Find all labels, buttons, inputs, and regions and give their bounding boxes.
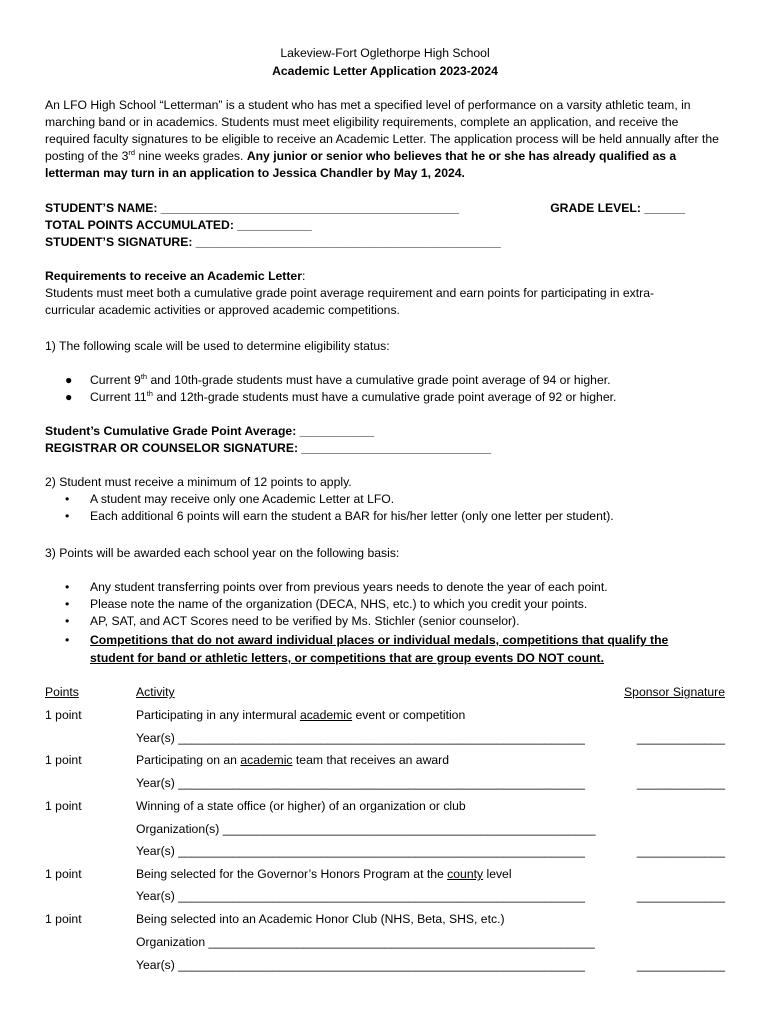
bullet-icon: ● — [65, 373, 73, 387]
row-2-sponsor-signature: _____________ — [636, 776, 725, 790]
column-header-activity: Activity — [136, 685, 175, 699]
row-5-activity: Being selected into an Academic Honor Club (NHS, Beta, SHS, etc.) — [136, 912, 505, 926]
row-3-years-field: Year(s) ____________________________________________________________ — [136, 844, 585, 858]
row-4-points: 1 point — [45, 867, 82, 881]
row-3-points: 1 point — [45, 799, 82, 813]
bullet-icon: • — [65, 509, 70, 523]
row-1-activity-underlined: academic — [299, 708, 353, 722]
section3-text: 3) Points will be awarded each school year on the following basis: — [45, 546, 400, 560]
requirements-text: Students must meet both a cumulative grade point average requirement and earn points for participating in extra-curricular academic activities or approved academic competitions. — [45, 286, 655, 317]
row-4-activity-post: level — [483, 867, 512, 881]
gpa-field: Student’s Cumulative Grade Point Average: ___________ — [45, 424, 375, 438]
requirements-heading — [45, 268, 305, 285]
row-2-activity — [136, 752, 449, 769]
bullet-icon: • — [65, 614, 70, 628]
row-2-points: 1 point — [45, 753, 82, 767]
row-1-points: 1 point — [45, 708, 82, 722]
requirements-heading-text: Requirements to receive an Academic Letter — [45, 269, 302, 283]
row-4-activity-underlined: county — [447, 867, 484, 881]
row-2-activity-pre: Participating on an — [136, 753, 241, 767]
row-2-activity-underlined: academic — [240, 753, 293, 767]
intro-paragraph — [45, 97, 725, 182]
row-3-sponsor-signature: _____________ — [636, 844, 725, 858]
intro-text-2: nine weeks grades. — [135, 149, 247, 163]
section2-text: 2) Student must receive a minimum of 12 points to apply. — [45, 475, 352, 489]
section2-bullet-2-text: Each additional 6 points will earn the student a BAR for his/her letter (only one letter per student). — [90, 509, 614, 523]
row-5-years-field: Year(s) ____________________________________________________________ — [136, 958, 585, 972]
total-points-field: TOTAL POINTS ACCUMULATED: ___________ — [45, 218, 312, 232]
requirements-colon: : — [301, 269, 306, 283]
section3-bullet-2-text: Please note the name of the organization (DECA, NHS, etc.) to which you credit your points. — [90, 597, 588, 611]
row-4-activity-pre: Being selected for the Governor’s Honors Program at the — [136, 867, 448, 881]
section3-bullet-3-text: AP, SAT, and ACT Scores need to be verified by Ms. Stichler (senior counselor). — [90, 614, 520, 628]
section3-bold-line-2: student for band or athletic letters, or competitions that are group events DO NOT count. — [90, 651, 604, 665]
school-name: Lakeview-Fort Oglethorpe High School — [280, 46, 490, 60]
student-name-field: STUDENT’S NAME: ____________________________________________ — [45, 201, 460, 215]
row-3-organization-field: Organization(s) _______________________________________________________ — [136, 822, 596, 836]
bullet-icon: • — [65, 633, 70, 647]
bullet2-text-a: Current 11 — [90, 390, 147, 404]
row-5-organization-field: Organization _________________________________________________________ — [136, 935, 595, 949]
bullet2-text-b: and 12th-grade students must have a cumulative grade point average of 92 or higher. — [152, 390, 617, 404]
row-5-points: 1 point — [45, 912, 82, 926]
bullet-icon: • — [65, 580, 70, 594]
row-1-activity-post: event or competition — [352, 708, 466, 722]
bullet-icon: • — [65, 597, 70, 611]
bullet2-sup: th — [146, 388, 153, 398]
row-1-activity-pre: Participating in any intermural — [136, 708, 300, 722]
row-1-activity — [136, 707, 465, 724]
grade-level-field: GRADE LEVEL: ______ — [550, 201, 685, 215]
intro-text-1: An LFO High School “Letterman” is a student who has met a specified level of performance on a varsity athletic team, in marching band or in academics. Students must meet eligibility requirements, complete an application, and receive the required faculty signatures to be eligible to receive an Academic Letter. The application process will be held annually after the posting of the 3 — [45, 98, 719, 163]
row-2-years-field: Year(s) ____________________________________________________________ — [136, 776, 585, 790]
bullet1-text-a: Current 9 — [90, 373, 141, 387]
bullet-icon: ● — [65, 390, 73, 404]
row-1-years-field: Year(s) ____________________________________________________________ — [136, 731, 585, 745]
section3-bullet-1-text: Any student transferring points over from previous years needs to denote the year of each point. — [90, 580, 608, 594]
bullet-icon: • — [65, 492, 70, 506]
row-4-sponsor-signature: _____________ — [636, 889, 725, 903]
section3-bold-line-1: Competitions that do not award individual places or individual medals, competitions that qualify the — [90, 633, 669, 647]
bullet1-sup: th — [140, 371, 148, 381]
document-title: Academic Letter Application 2023-2024 — [272, 64, 498, 78]
intro-bold: Any junior or senior who believes that he or she has already qualified as a letterman may turn in an application to Jessica Chandler by May 1, 2024. — [45, 149, 677, 180]
row-2-activity-post: team that receives an award — [292, 753, 450, 767]
column-header-points: Points — [45, 685, 79, 699]
row-1-sponsor-signature: _____________ — [636, 731, 725, 745]
section1-text: 1) The following scale will be used to determine eligibility status: — [45, 339, 390, 353]
bullet1-text-b: and 10th-grade students must have a cumulative grade point average of 94 or higher. — [147, 373, 611, 387]
column-header-sponsor: Sponsor Signature — [624, 685, 725, 699]
section2-bullet-1-text: A student may receive only one Academic Letter at LFO. — [90, 492, 395, 506]
row-5-sponsor-signature: _____________ — [636, 958, 725, 972]
intro-sup: rd — [128, 147, 136, 157]
row-3-activity: Winning of a state office (or higher) of an organization or club — [136, 799, 466, 813]
student-signature-field: STUDENT’S SIGNATURE: _____________________________________________ — [45, 235, 501, 249]
registrar-signature-field: REGISTRAR OR COUNSELOR SIGNATURE: ____________________________ — [45, 441, 492, 455]
row-4-years-field: Year(s) ____________________________________________________________ — [136, 889, 585, 903]
row-4-activity — [136, 866, 512, 883]
